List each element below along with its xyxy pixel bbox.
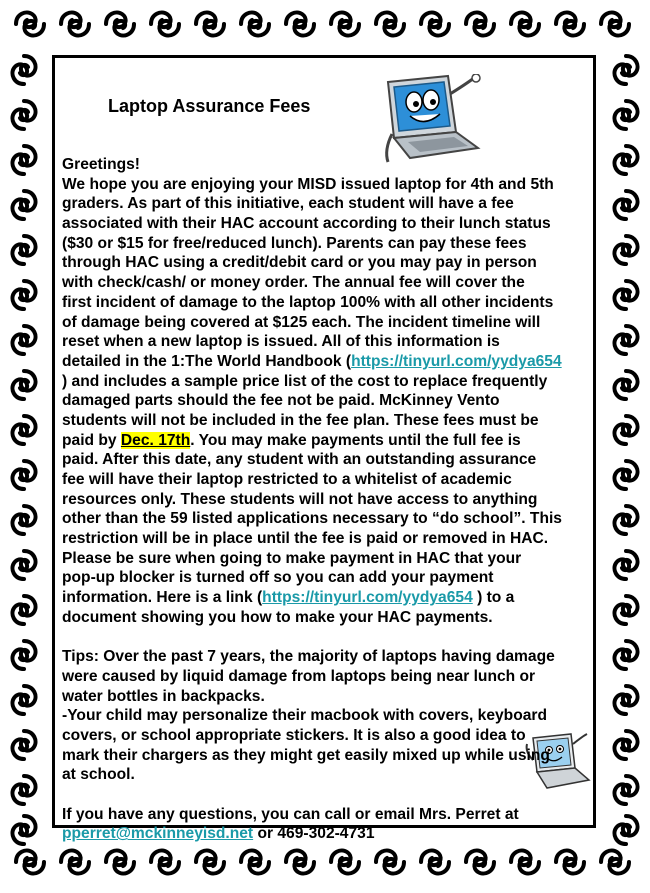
text-line — [62, 588, 592, 608]
text-line: paid. After this date, any student with an outstanding assurance — [62, 451, 537, 469]
tips-line: mark their chargers as they might get easily mixed up while using — [62, 746, 550, 764]
text-line: other than the 59 listed applications necessary to “do school”. This — [62, 510, 562, 528]
paragraph-gap — [62, 785, 592, 805]
text-line — [62, 352, 592, 372]
paragraph-gap — [62, 628, 592, 648]
tips-line: -Your child may personalize their macbook with covers, keyboard — [62, 707, 547, 725]
email-link[interactable]: pperret@mckinneyisd.net — [62, 825, 254, 843]
letter-body — [62, 155, 592, 844]
text-line: Please be sure when going to make payment in HAC that your — [62, 549, 522, 567]
tips-line: water bottles in backpacks. — [62, 687, 265, 705]
text-line: restriction will be in place until the fee is paid or removed in HAC. — [62, 530, 549, 548]
text-line: first incident of damage to the laptop 100% with all other incidents — [62, 293, 554, 311]
text-line: of damage being covered at $125 each. The incident timeline will — [62, 313, 541, 331]
text-line: reset when a new laptop is issued. All of this information is — [62, 333, 500, 351]
text-line: graders. As part of this initiative, each student will have a fee — [62, 195, 514, 213]
handbook-link[interactable]: https://tinyurl.com/yydya654 — [351, 352, 562, 370]
payment-guide-link[interactable]: https://tinyurl.com/yydya654 — [262, 589, 473, 607]
text-line: through HAC using a credit/debit card or you may pay in person — [62, 254, 537, 272]
tips-line: were caused by liquid damage from laptops being near lunch or — [62, 667, 536, 685]
text-segment: ) to a — [472, 589, 515, 607]
text-line: students will not be included in the fee plan. These fees must be — [62, 411, 539, 429]
page-title: Laptop Assurance Fees — [108, 96, 311, 116]
text-segment: . You may make payments until the full fee is — [190, 431, 521, 449]
tips-line: at school. — [62, 766, 135, 784]
text-segment: paid by — [62, 431, 121, 449]
text-line: damaged parts should the fee not be paid. McKinney Vento — [62, 392, 500, 410]
text-line: pop-up blocker is turned off so you can add your payment — [62, 569, 494, 587]
due-date-highlight: Dec. 17th — [120, 431, 191, 449]
text-line: ) and includes a sample price list of the cost to replace frequently — [62, 372, 548, 390]
text-line: document showing you how to make your HAC payments. — [62, 608, 493, 626]
tips-line: Tips: Over the past 7 years, the majority of laptops having damage — [62, 648, 555, 666]
text-line: We hope you are enjoying your MISD issued laptop for 4th and 5th — [62, 175, 554, 193]
contact-line — [62, 824, 592, 844]
text-line: with check/cash/ or money order. The annual fee will cover the — [62, 274, 525, 292]
text-line: fee will have their laptop restricted to a whitelist of academic — [62, 471, 512, 488]
text-segment: information. Here is a link ( — [62, 589, 263, 607]
phone-text: or 469-302-4731 — [253, 825, 375, 843]
laptop-mascot-icon — [378, 74, 490, 166]
text-line: ($30 or $15 for free/reduced lunch). Parents can pay these fees — [62, 234, 527, 252]
text-line: resources only. These students will not have access to anything — [62, 490, 538, 508]
contact-line: If you have any questions, you can call or email Mrs. Perret at — [62, 805, 519, 823]
text-segment: detailed in the 1:The World Handbook ( — [62, 352, 352, 370]
text-line: associated with their HAC account according to their lunch status — [62, 215, 551, 233]
tips-line: covers, or school appropriate stickers. It is also a good idea to — [62, 726, 526, 744]
text-line — [62, 431, 592, 451]
greeting-line: Greetings! — [62, 156, 140, 173]
